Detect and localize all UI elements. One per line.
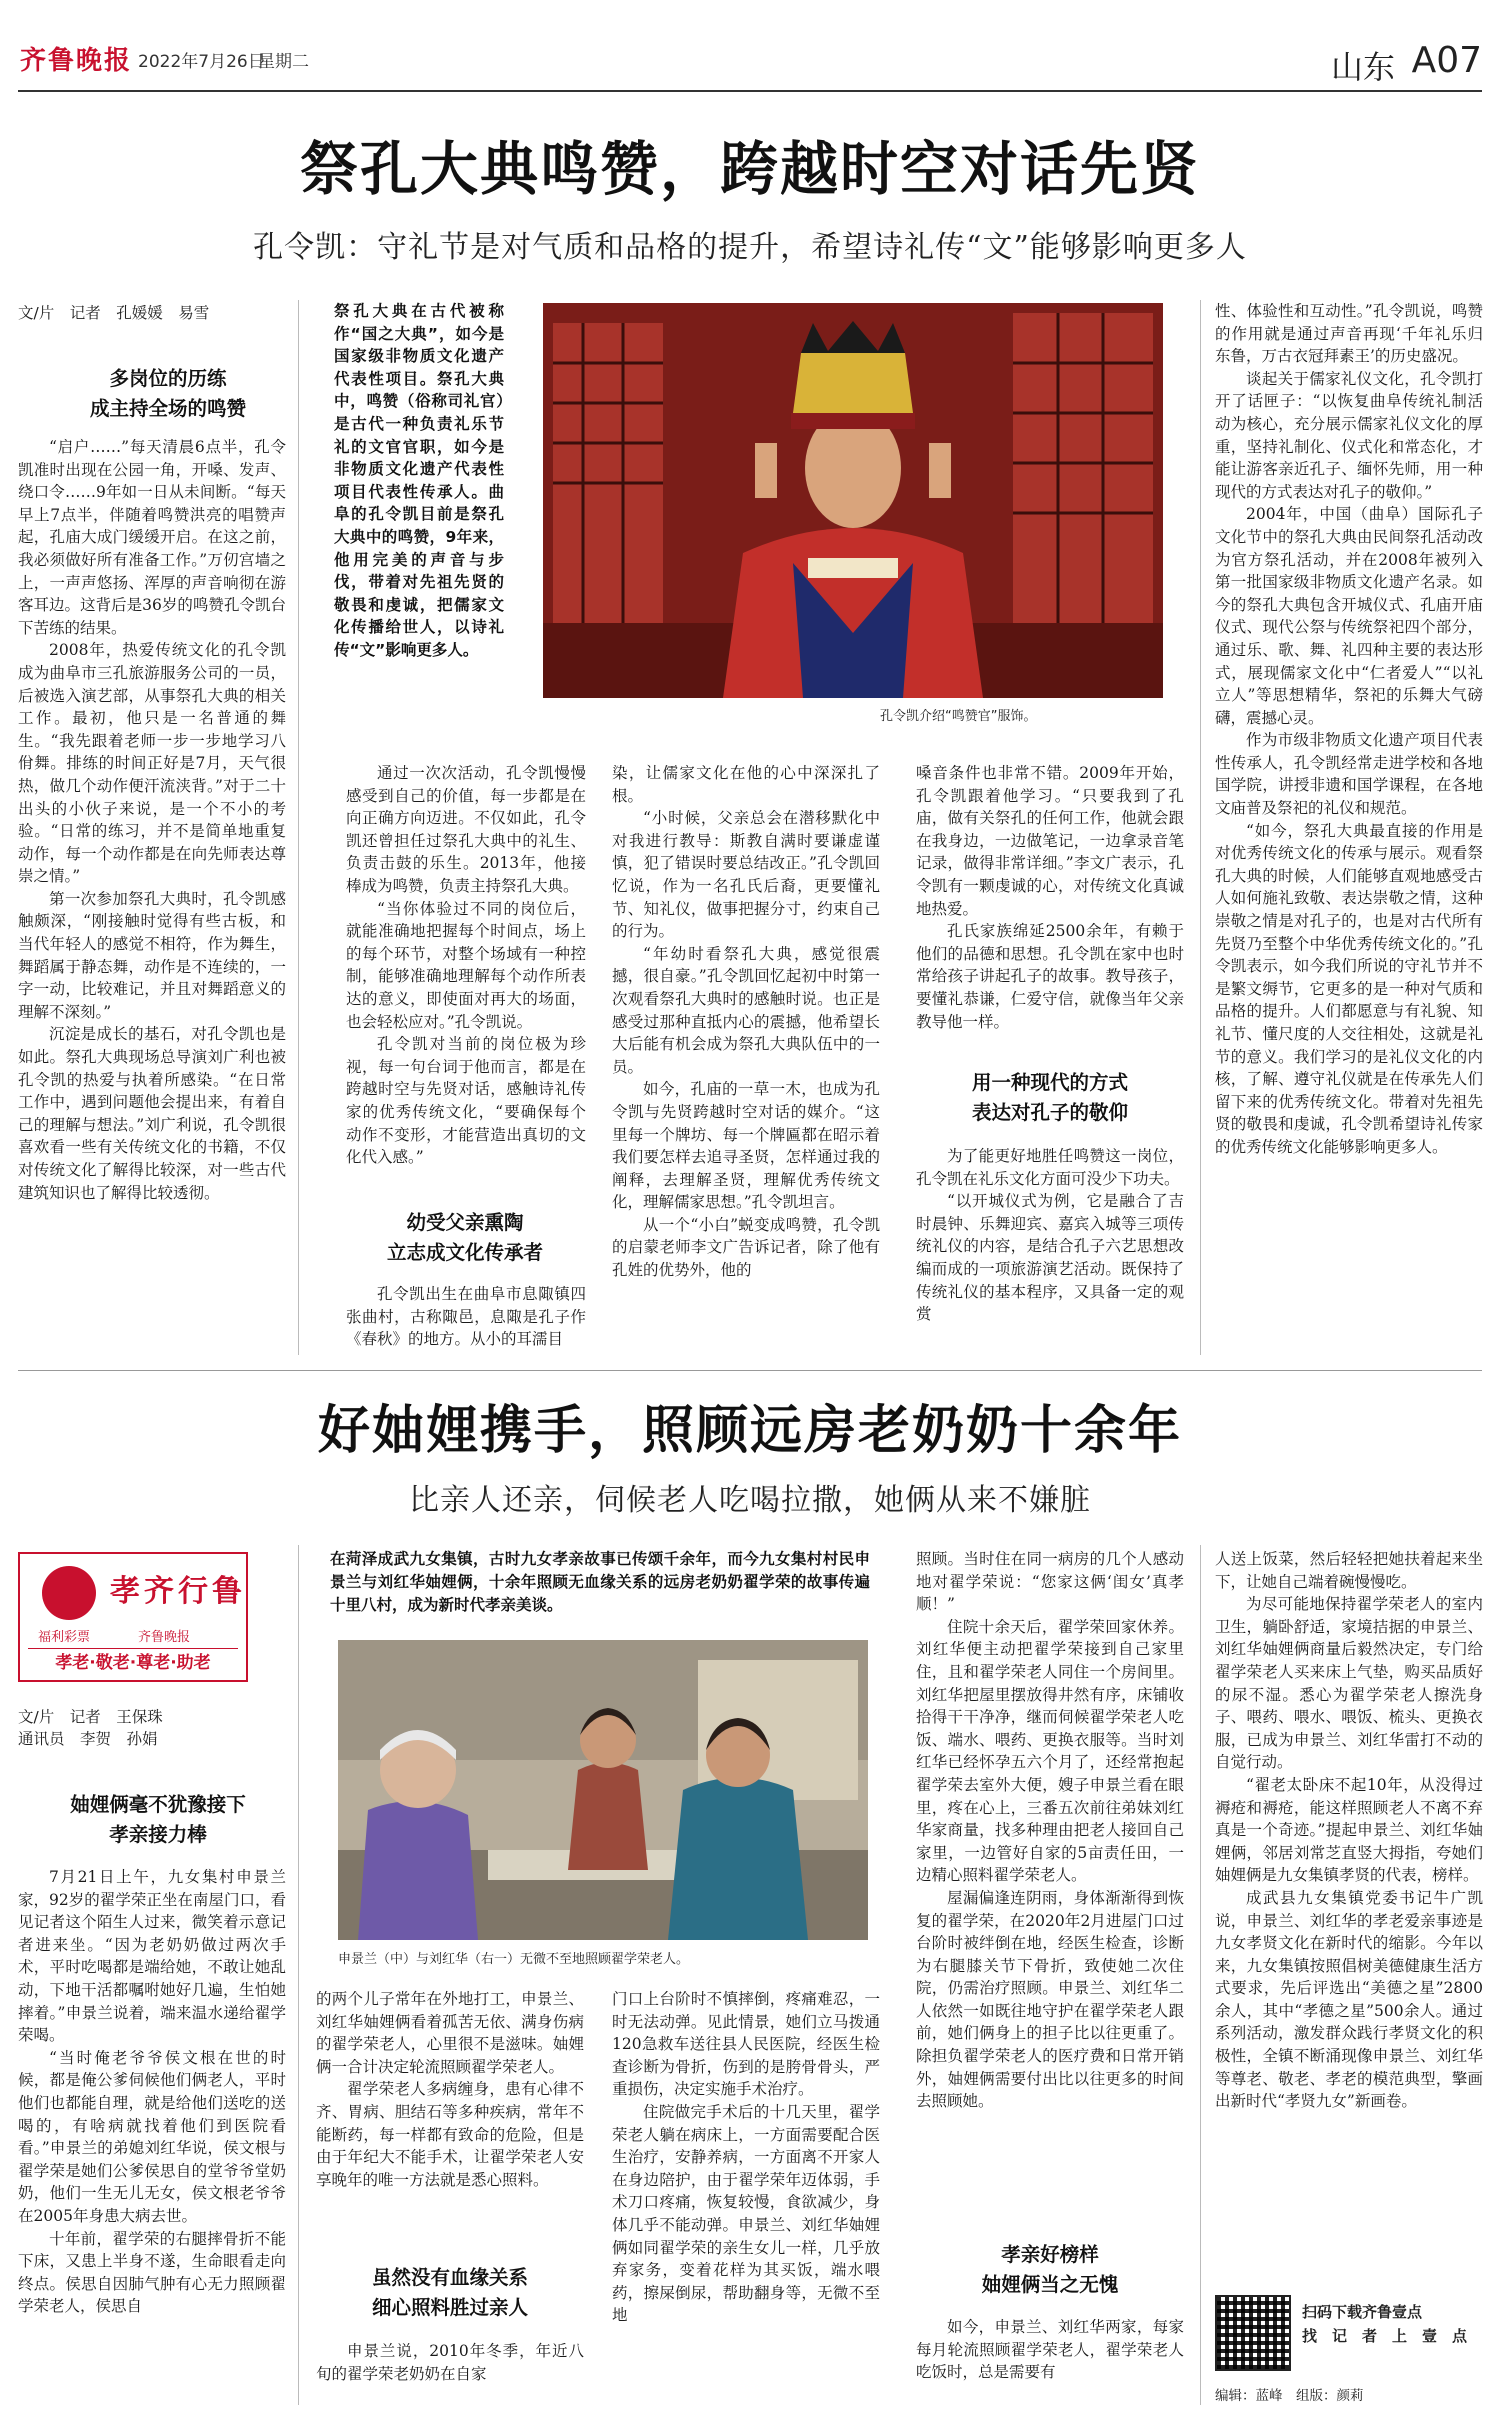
newspaper-logo: 齐鲁晚报: [20, 46, 133, 76]
paragraph: 人送上饭菜，然后轻轻把她扶着起来坐下，让她自己端着碗慢慢吃。: [1215, 1550, 1483, 1591]
paragraph: 2004年，中国（曲阜）国际孔子文化节中的祭孔大典由民间祭孔活动改为官方祭孔活动，并在2008年被列入第一批国家级非物质文化遗产名录。如今的祭孔大典包含开城仪式、孔庙开庙仪式、现代公祭与传统祭祀四个部分，通过乐、歌、舞、礼四种主要的表达形式，展现儒家文化中“仁者爱人”“以礼立人”等思想精华，祭祀的乐舞大气磅礴，震撼心灵。: [1215, 505, 1483, 727]
masthead-rule: [18, 90, 1482, 92]
paragraph: “以开城仪式为例，它是融合了吉时晨钟、乐舞迎宾、嘉宾入城等三项传统礼仪的内容，是结合孔子六艺思想改编而成的一项旅游演艺活动。既保持了传统礼仪的基本程序，又具备一定的观赏: [916, 1192, 1184, 1324]
column-divider: [1200, 300, 1201, 1355]
head-line: 妯娌俩当之无愧: [981, 2273, 1119, 2296]
paragraph: 性、体验性和互动性。”孔令凯说，鸣赞的作用就是通过声音再现‘千年礼乐归东鲁，万古衣冠拜素王’的历史盛况。: [1215, 302, 1483, 366]
paragraph: 染，让儒家文化在他的心中深深扎了根。: [612, 764, 880, 805]
paragraph: 沉淀是成长的基石，对孔令凯也是如此。祭孔大典现场总导演刘广利也被孔令凯的热爱与执着所感染。“在日常工作中，遇到问题他会提出来，有着自己的理解与想法。”刘广利说，孔令凯很喜欢看一些有关传统文化的书籍，不仅对传统文化了解得比较深，对一些古代建筑知识也了解得比较透彻。: [18, 1025, 286, 1202]
column-divider: [298, 1545, 299, 2405]
article2-subtitle: 比亲人还亲，伺候老人吃喝拉撒，她俩从来不嫌脏: [409, 1483, 1091, 1518]
paragraph: “年幼时看祭孔大典，感觉很震撼，很自豪。”孔令凯回忆起初中时第一次观看祭孔大典时的感触时说。也正是感受过那种直抵内心的震撼，他希望长大后能有机会成为祭孔大典队伍中的一员。: [612, 944, 880, 1076]
paragraph: “当你体验过不同的岗位后，就能准确地把握每个时间点，场上的每个环节，对整个场域有一种控制，能够准确地理解每个动作所表达的意义，即使面对再大的场面，也会轻松应对。”孔令凯说。: [346, 899, 586, 1031]
paragraph: “翟老太卧床不起10年，从没得过褥疮和褥疮，能这样照顾老人不离不弃真是一个奇迹。”提起申景兰、刘红华妯娌俩，邻居刘常芝直竖大拇指，夸她们妯娌俩是九女集镇孝贤的代表，榜样。: [1215, 1775, 1483, 1885]
masthead: [0, 0, 1500, 110]
paragraph: 7月21日上午，九女集村申景兰家，92岁的翟学荣正坐在南屋门口，看见记者这个陌生人过来，微笑着示意记者进来坐。“因为老奶奶做过两次手术，平时吃喝都是端给她，不敢让她乱动，下地干活都嘱咐她好几遍，生怕她摔着。”申景兰说着，端来温水递给翟学荣喝。: [18, 1868, 286, 2045]
article2-intro: 在菏泽成武九女集镇，古时九女孝亲故事已传颂千余年，而今九女集村村民申景兰与刘红华妯娌俩，十余年照顾无血缘关系的远房老奶奶翟学荣的故事传遍十里八村，成为新时代孝亲美谈。: [330, 1550, 870, 1614]
head-line: 细心照料胜过亲人: [371, 2296, 528, 2319]
article2-col4: [916, 1548, 1184, 2224]
article2-col2: [316, 1988, 584, 2192]
head-line: 幼受父亲熏陶: [406, 1211, 524, 1234]
article1-col2: [346, 762, 586, 1167]
badge-title: 孝齐行鲁: [110, 1574, 246, 1609]
issue-weekday: 星期二: [258, 52, 309, 72]
paragraph: “当时俺老爷爷侯文根在世的时候，都是俺公爹伺候他们俩老人，平时他们也都能自理，就是给他们送吃的送喝的，有啥病就找着他们到医院看看。”申景兰的弟媳刘红华说，侯文根与翟学荣是她们公爹侯思自的堂爷爷堂奶奶，他们一生无儿无女，侯文根老爷爷在2005年身患大病去世。: [18, 2048, 286, 2225]
article1-col3: [612, 762, 880, 1356]
article1-byline: 文/片 记者 孔媛媛 易雪: [18, 304, 210, 322]
paragraph: 孔令凯出生在曲阜市息陬镇四张曲村，古称陬邑，息陬是孔子作《春秋》的地方。从小的耳濡目: [346, 1285, 586, 1349]
article1-photo-caption: 孔令凯介绍“鸣赞官”服饰。: [880, 709, 1037, 724]
column-divider: [1200, 1545, 1201, 2405]
head-line: 孝亲好榜样: [1001, 2243, 1099, 2266]
head-line: 成主持全场的鸣赞: [89, 397, 246, 420]
article1-section3-head: [910, 1068, 1190, 1128]
article1-section1-head: [18, 364, 318, 424]
article2-section1-head: [18, 1790, 298, 1850]
badge-sponsor-left: 福利彩票: [38, 1630, 91, 1645]
article-divider: [18, 1370, 1482, 1371]
article1-col5: [1215, 300, 1483, 1357]
paragraph: 翟学荣老人多病缠身，患有心律不齐、胃病、胆结石等多种疾病，常年不能断药，每一样都有致命的危险，但是由于年纪大不能手术，让翟学荣老人安享晚年的唯一方法就是悉心照料。: [316, 2080, 584, 2189]
article1-col4: [916, 762, 1184, 1054]
paragraph: 谈起关于儒家礼仪文化，孔令凯打开了话匣子：“以恢复曲阜传统礼制活动为核心，充分展示儒家礼仪文化的厚重，坚持礼制化、仪式化和常态化，才能让游客亲近孔子、缅怀先师，用一种现代的方式表达对孔子的敬仰。”: [1215, 369, 1483, 501]
paragraph: 十年前，翟学荣的右腿摔骨折不能下床，又患上半身不遂，生命眼看走向终点。侯思自因肺气肿有心无力照顾翟学荣老人，侯思自: [18, 2229, 286, 2316]
head-line: 多岗位的历练: [109, 367, 227, 390]
paragraph: 为尽可能地保持翟学荣老人的室内卫生，躺卧舒适，家境拮据的申景兰、刘红华妯娌俩商量后毅然决定，专门给翟学荣老人买来床上气垫，购买品质好的尿不湿。悉心为翟学荣老人擦洗身子、喂药、喂水、喂饭、梳头、更换衣服，已成为申景兰、刘红华雷打不动的自觉行动。: [1215, 1595, 1483, 1772]
badge-sponsor-right: 齐鲁晚报: [138, 1630, 191, 1645]
paragraph: 第一次参加祭孔大典时，孔令凯感触颇深，“刚接触时觉得有些古板，和当代年轻人的感觉不相符，作为舞生，舞蹈属于静态舞，动作是不连续的，一字一动，比较难记，并且对舞蹈意义的理解不深刻。”: [18, 889, 286, 1021]
article1-photo: [543, 303, 1163, 698]
article1-col4-tail: [916, 1145, 1184, 1355]
paragraph: 作为市级非物质文化遗产项目代表性传承人，孔令凯经常走进学校和各地国学院，讲授非遗和国学课程，在各地文庙普及祭祀的礼仪和规范。: [1215, 731, 1483, 818]
paragraph: “启户……”每天清晨6点半，孔令凯准时出现在公园一角，开嗓、发声、绕口令……9年如一日从未间断。“每天早上7点半，伴随着鸣赞洪亮的唱赞声起，孔庙大成门缓缓开启。在这之前，我必须做好所有准备工作。”万仞宫墙之上，一声声悠扬、浑厚的声音响彻在游客耳边。这背后是36岁的鸣赞孔令凯台下苦练的结果。: [18, 438, 286, 637]
qr-text-line: 扫码下载齐鲁壹点: [1302, 2303, 1423, 2321]
article2-section2-head: [305, 2263, 595, 2323]
article1-col2-tail: [346, 1283, 586, 1355]
article2-col2-tail: [316, 2340, 584, 2406]
article1-title: 祭孔大典鸣赞，跨越时空对话先贤: [299, 135, 1200, 203]
article2-col4-tail: [916, 2316, 1184, 2406]
head-line: 虽然没有血缘关系: [371, 2266, 528, 2289]
paragraph: “如今，祭孔大典最直接的作用是对优秀传统文化的传承与展示。观看祭孔大典的时候，人们能够直观地感受古人如何施礼致敬、表达崇敬之情，这种崇敬之情是对孔子的，也是对古代所有先贤乃至整个中华优秀传统文化的。”孔令凯表示，如今我们所说的守礼节并不是繁文缛节，它更多的是一种对气质和品格的提升。人们都愿意与有礼貌、知礼节、懂尺度的人交往相处，这就是礼节的意义。我们学习的是礼仪文化的内核，了解、遵守礼仪就是在传承先人们留下来的优秀传统文化。带着对先祖先贤的敬畏和虔诚，孔令凯希望诗礼传家的优秀传统文化能够影响更多人。: [1215, 821, 1483, 1156]
paragraph: 住院十余天后，翟学荣回家休养。刘红华便主动把翟学荣接到自己家里住，且和翟学荣老人同住一个房间里。刘红华把屋里摆放得井然有序，床铺收拾得干干净净，继而伺候翟学荣老人吃饭、端水、喂药、更换衣服等。当时刘红华已经怀孕五六个月了，还经常抱起翟学荣去室外大便，嫂子申景兰看在眼里，疼在心上，三番五次前往弟妹刘红华家商量，找多种理由把老人接回自己家里，一边管好自家的5亩责任田，一边精心照料翟学荣老人。: [916, 1617, 1184, 1885]
head-line: 立志成文化传承者: [386, 1241, 543, 1264]
article1-section2-head: [330, 1208, 600, 1268]
head-line: 表达对孔子的敬仰: [971, 1101, 1128, 1124]
article2-title: 好妯娌携手，照顾远房老奶奶十余年: [317, 1400, 1182, 1461]
article2-byline: [18, 1706, 163, 1750]
paragraph: 孔令凯对当前的岗位极为珍视，每一句台词于他而言，都是在跨越时空与先贤对话，感触诗礼传家的优秀传统文化，“要确保每个动作不变形，才能营造出真切的文化代入感。”: [346, 1035, 586, 1167]
qr-text: [1302, 2300, 1467, 2348]
article1-subtitle: 孔令凯：守礼节是对气质和品格的提升，希望诗礼传“文”能够影响更多人: [253, 230, 1247, 265]
charity-logo-icon: [42, 1566, 96, 1620]
paragraph: 为了能更好地胜任鸣赞这一岗位，孔令凯在礼乐文化方面可没少下功夫。: [916, 1147, 1184, 1188]
paragraph: 从一个“小白”蜕变成鸣赞，孔令凯的启蒙老师李文广告诉记者，除了他有孔姓的优势外，他的: [612, 1215, 880, 1280]
xiaoqixinglu-badge: [18, 1552, 248, 1682]
head-line: 妯娌俩毫不犹豫接下: [70, 1793, 246, 1816]
paragraph: 的两个儿子常年在外地打工，申景兰、刘红华妯娌俩看着孤苦无依、满身伤病的翟学荣老人，心里很不是滋味。妯娌俩一合计决定轮流照顾翟学荣老人。: [316, 1990, 584, 2076]
article2-col3: [612, 1988, 880, 2406]
paragraph: 如今，孔庙的一草一木，也成为孔令凯与先贤跨越时空对话的媒介。“这里每一个牌坊、每一个牌匾都在昭示着我们要怎样去追寻圣贤，怎样通过我的阐释，去理解圣贤，理解优秀传统文化，理解儒家思想。”孔令凯坦言。: [612, 1080, 880, 1212]
article2-col1: [18, 1866, 286, 2406]
article2-section3-head: [910, 2240, 1190, 2300]
qr-code-icon[interactable]: [1215, 2295, 1291, 2371]
byline-line: 通讯员 李贺 孙娟: [18, 1730, 158, 1748]
qr-text-line: 找 记 者 上 壹 点: [1302, 2327, 1468, 2345]
paragraph: 嗓音条件也非常不错。2009年开始，孔令凯跟着他学习。“只要我到了孔庙，做有关祭孔的任何工作，他就会跟在我身边，一边做笔记，一边拿录音笔记录，做得非常详细。”李文广表示，孔令凯有一颗虔诚的心，对传统文化真诚地热爱。: [916, 764, 1184, 918]
paragraph: 屋漏偏逢连阴雨，身体渐渐得到恢复的翟学荣，在2020年2月进屋门口过台阶时被绊倒在地，经医生检查，诊断为右腿膝关节下骨折，致使她二次住院，仍需治疗照顾。申景兰、刘红华二人依然一如既往地守护在翟学荣老人跟前，她们俩身上的担子比以往更重了。除担负翟学荣老人的医疗费和日常开销外，妯娌俩需要付出比以往更多的时间去照顾她。: [916, 1888, 1184, 2111]
article2-photo-caption: 申景兰（中）与刘红华（右一）无微不至地照顾翟学荣老人。: [338, 1952, 690, 1967]
paragraph: 如今，申景兰、刘红华两家，每家每月轮流照顾翟学荣老人，翟学荣老人吃饭时，总是需要有: [916, 2318, 1184, 2382]
section-name: 山东: [1330, 48, 1395, 86]
paragraph: 住院做完手术后的十几天里，翟学荣老人躺在病床上，一方面需要配合医生治疗，安静养病，一方面离不开家人在身边陪护，由于翟学荣年迈体弱，手术刀口疼痛，恢复较慢，食欲减少，身体几乎不能动弹。申景兰、刘红华妯娌俩如同翟学荣的亲生女儿一样，几乎放弃家务，变着花样为其买饭，端水喂药，擦屎倒尿，帮助翻身等，无微不至地: [612, 2102, 880, 2325]
photo-illustration: [338, 1640, 868, 1940]
paragraph: 门口上台阶时不慎摔倒，疼痛难忍，一时无法动弹。见此情景，她们立马拨通120急救车送往县人民医院，经医生检查诊断为骨折，伤到的是胯骨骨头，严重损伤，决定实施手术治疗。: [612, 1990, 880, 2099]
paragraph: 成武县九女集镇党委书记牛广凯说，申景兰、刘红华的孝老爱亲事迹是九女孝贤文化在新时代的缩影。今年以来，九女集镇按照倡树美德健康生活方式要求，先后评选出“美德之星”2800余人，其中“孝德之星”500余人。通过系列活动，激发群众践行孝贤文化的积极性，全镇不断涌现像申景兰、刘红华等尊老、敬老、孝老的模范典型，擎画出新时代“孝贤九女”新画卷。: [1215, 1888, 1483, 2111]
article2-col5: [1215, 1548, 1483, 2278]
article1-col1: [18, 436, 286, 1358]
article2-photo: [338, 1640, 868, 1940]
photo-illustration: [543, 303, 1163, 698]
paragraph: “小时候，父亲总会在潜移默化中对我进行教导：斯教自满时要谦虚谨慎，犯了错误时要总结改正。”孔令凯回忆说，作为一名孔氏后裔，更要懂礼节、知礼仪，做事把握分寸，约束自己的行为。: [612, 809, 880, 941]
paragraph: 孔氏家族绵延2500余年，有赖于他们的品德和思想。孔令凯在家中也时常给孩子讲起孔子的故事。教导孩子，要懂礼恭谦，仁爱守信，就像当年父亲教导他一样。: [916, 922, 1184, 1031]
page-number: A07: [1411, 40, 1482, 81]
paragraph: 2008年，热爱传统文化的孔令凯成为曲阜市三孔旅游服务公司的一员，后被选入演艺部，从事祭孔大典的相关工作。最初，他只是一名普通的舞生。“我先跟着老师一步一步地学习八佾舞。排练的时间正好是7月，天气很热，做几个动作便汗流浃背。”对于二十出头的小伙子来说，是一个不小的考验。“日常的练习，并不是简单地重复动作，每一个动作都是在向先师表达尊崇之情。”: [18, 641, 286, 886]
byline-line: 文/片 记者 王保珠: [18, 1708, 163, 1726]
badge-slogan: 孝老·敬老·尊老·助老: [28, 1648, 238, 1676]
paragraph: 通过一次次活动，孔令凯慢慢感受到自己的价值，每一步都是在向正确方向迈进。不仅如此，孔令凯还曾担任过祭孔大典中的礼生、负责击鼓的乐生。2013年，他接棒成为鸣赞，负责主持祭孔大典。: [346, 764, 586, 895]
editor-credit: 编辑：蓝峰 组版：颜莉: [1215, 2388, 1364, 2404]
issue-date: 2022年7月26日: [138, 52, 265, 72]
head-line: 用一种现代的方式: [971, 1071, 1128, 1094]
paragraph: 申景兰说，2010年冬季，年近八旬的翟学荣老奶奶在自家: [316, 2342, 584, 2383]
head-line: 孝亲接力棒: [109, 1823, 207, 1846]
article1-intro-box: 祭孔大典在古代被称作“国之大典”，如今是国家级非物质文化遗产代表性项目。祭孔大典中，鸣赞（俗称司礼官）是古代一种负责礼乐节礼的文官官职，如今是非物质文化遗产代表性项目代表性传承人。曲阜的孔令凯目前是祭孔大典中的鸣赞，9年来，他用完美的声音与步伐，带着对先祖先贤的敬畏和虔诚，把儒家文化传播给世人，以诗礼传“文”影响更多人。: [334, 302, 504, 659]
paragraph: 照顾。当时住在同一病房的几个人感动地对翟学荣说：“您家这俩‘闺女’真孝顺！”: [916, 1550, 1184, 1614]
column-divider: [298, 300, 299, 1355]
